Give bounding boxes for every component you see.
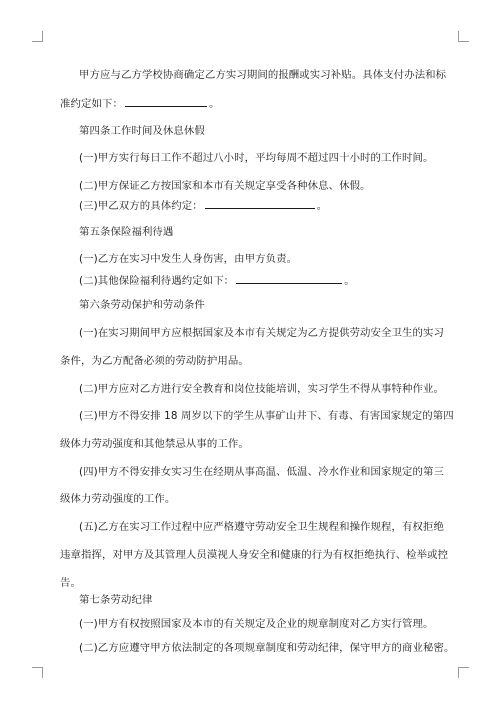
- fill-in-blank[interactable]: [236, 273, 342, 284]
- crop-mark-bottom-right: [458, 667, 469, 678]
- line-suffix: 。: [208, 98, 220, 110]
- paragraph-line: 告。: [60, 577, 81, 589]
- paragraph-line: (一)在实习期间甲方应根据国家及本市有关规定为乙方提供劳动安全卫生的实习: [79, 327, 444, 339]
- paragraph-line-with-blank: [79, 273, 355, 288]
- paragraph-line-with-blank: [79, 198, 327, 213]
- paragraph-line: 级体力劳动强度和其他禁忌从事的工作。: [60, 438, 249, 450]
- line-prefix: 准约定如下：: [60, 98, 123, 110]
- paragraph-line: 甲方应与乙方学校协商确定乙方实习期间的报酬或实习补贴。具体支付办法和标: [79, 69, 447, 81]
- section-heading: 第五条保险福利待遇: [79, 226, 174, 238]
- paragraph-line: (二)甲方保证乙方按国家和本市有关规定享受各种休息、休假。: [79, 180, 371, 192]
- paragraph-line: (一)甲方有权按照国家及本市的有关规定及企业的规章制度对乙方实行管理。: [79, 618, 434, 630]
- line-prefix: (三)甲乙双方的具体约定：: [79, 200, 203, 212]
- section-heading: 第四条工作时间及休息休假: [79, 125, 205, 137]
- paragraph-line: (一)甲方实行每日工作不超过八小时，平均每周不超过四十小时的工作时间。: [79, 152, 434, 164]
- paragraph-line: (五)乙方在实习工作过程中应严格遵守劳动安全卫生规程和操作规程，有权拒绝: [79, 521, 444, 533]
- line-suffix: 。: [344, 275, 355, 287]
- fill-in-blank[interactable]: [205, 198, 315, 209]
- paragraph-line: 条件，为乙方配备必须的劳动防护用品。: [60, 355, 249, 367]
- fill-in-blank[interactable]: [125, 96, 207, 107]
- paragraph-line: (二)乙方应遵守甲方依法制定的各项规章制度和劳动纪律，保守甲方的商业秘密。: [79, 642, 455, 654]
- paragraph-line: (四)甲方不得安排女实习生在经期从事高温、低温、冷水作业和国家规定的第三: [79, 466, 444, 478]
- paragraph-line: (二)甲方应对乙方进行安全教育和岗位技能培训，实习学生不得从事特种作业。: [79, 383, 444, 395]
- crop-mark-bottom-left: [32, 667, 43, 678]
- paragraph-line: 级体力劳动强度的工作。: [60, 493, 176, 505]
- crop-mark-top-left: [32, 31, 43, 42]
- paragraph-line-with-blank: [60, 96, 219, 111]
- line-suffix: 。: [316, 200, 328, 212]
- paragraph-line: (三)甲方不得安排 18 周岁以下的学生从事矿山井下、有毒、有害国家规定的第四: [79, 410, 454, 422]
- section-heading: 第七条劳动纪律: [79, 594, 153, 606]
- crop-mark-top-right: [458, 31, 469, 42]
- line-prefix: (二)其他保险福利待遇约定如下：: [79, 275, 235, 287]
- paragraph-line: (一)乙方在实习中发生人身伤害，由甲方负责。: [79, 253, 298, 265]
- paragraph-line: 违章指挥，对甲方及其管理人员漠视人身安全和健康的行为有权拒绝执行、检举或控: [60, 549, 449, 561]
- section-heading: 第六条劳动保护和劳动条件: [79, 299, 205, 311]
